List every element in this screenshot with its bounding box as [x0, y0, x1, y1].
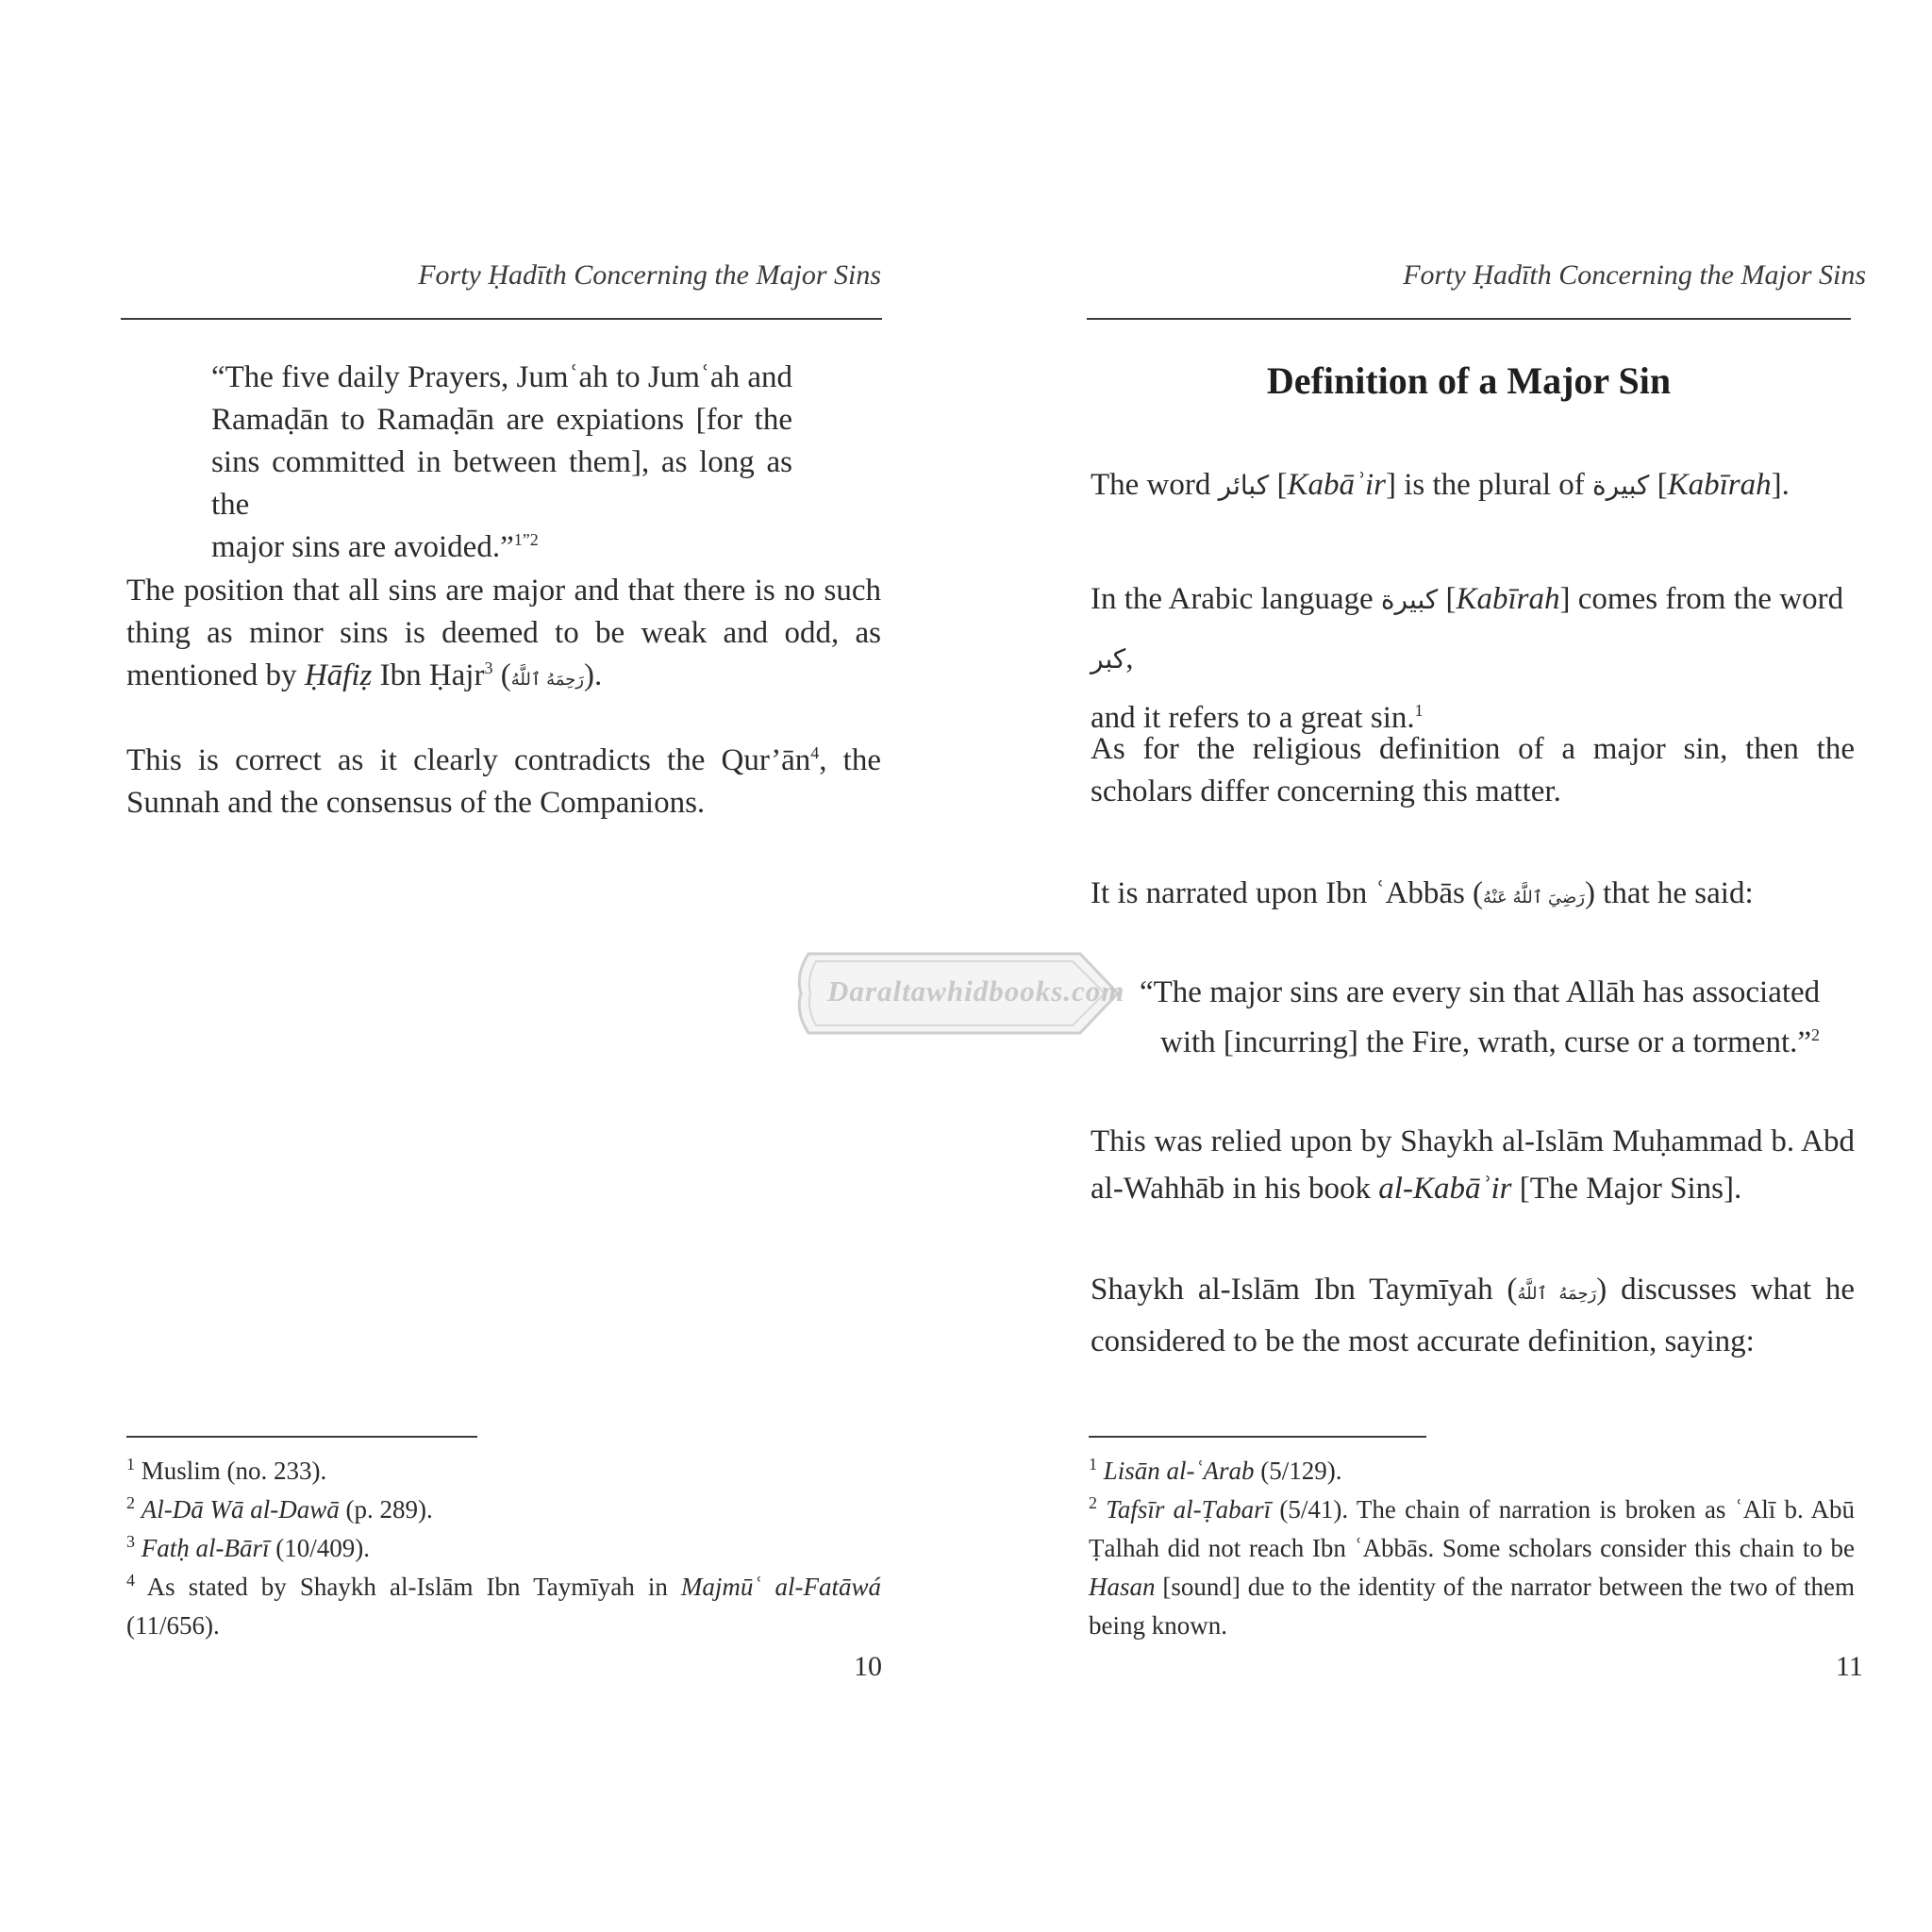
quote-line: major sins are avoided.”$^{1”2}$: [211, 530, 539, 564]
arabic-word: كبر: [1091, 643, 1126, 675]
arabic-word: كبيرة: [1380, 584, 1439, 615]
honorific: رَحِمَهُ ٱللَّهُ: [1517, 1284, 1597, 1304]
footnotes: [126, 1452, 881, 1645]
page-number: 11: [1836, 1651, 1863, 1682]
footnote-ref: 2: [1811, 1025, 1821, 1044]
quote-line: with [incurring] the Fire, wrath, curse or a torment.”$^2$: [1160, 1025, 1821, 1059]
paragraph: In the Arabic language كبيرة [Kabīrah] comes from the word كبر, and it refers to a great sin.$^1$: [1091, 582, 1844, 735]
paragraph: This is correct as it clearly contradicts the $Qur’ān^4$, the Sunnah and the consensus of the Companions.: [126, 743, 881, 820]
hadith-quote: [1140, 972, 1819, 1064]
quote-line: “The five daily Prayers, Jumʿah to Jumʿah and: [211, 360, 792, 394]
watermark: [788, 946, 1165, 1041]
paragraph: As for the religious definition of a major sin, then the scholars differ concerning this matter.: [1091, 732, 1855, 808]
honorific: رَحِمَهُ ٱللَّهُ: [510, 670, 584, 690]
honorific: رَضِيَ ٱللَّهُ عَنْهُ: [1483, 888, 1585, 908]
paragraph: This was relied upon by Shaykh al-Islām Muḥammad b. Abd al-Wahhāb in his book al-Kabāʾir [The Major Sins].: [1091, 1124, 1855, 1206]
quote-line: Ramaḍān to Ramaḍān are expiations [for the: [211, 403, 792, 437]
quote-line: “The major sins are every sin that Allāh has associated: [1140, 975, 1821, 1009]
footnote: $^2$ Al-Dā Wā al-Dawā (p. 289).: [126, 1493, 433, 1524]
arabic-word: كبائر: [1218, 470, 1270, 501]
header-rule: [121, 318, 882, 320]
section-title: Definition of a Major Sin: [1266, 359, 1672, 402]
running-header: Forty Ḥadīth Concerning the Major Sins: [418, 259, 881, 291]
header-rule: [1087, 318, 1851, 320]
quote-line: sins committed in between them], as long as the: [211, 445, 792, 522]
footnote-ref: 3: [484, 658, 493, 677]
footnote-rule: [1089, 1436, 1426, 1438]
footnote: $^2$ Tafsīr al-Ṭabarī (5/41). The chain of narration is broken as ʿAlī b. Abū Ṭalhah did not reach Ibn ʿAbbās. Some scholars consider this chain to be Hasan [sound] due to the identity of the narrator between the two of them being known.: [1089, 1493, 1856, 1640]
paragraph: It is narrated upon Ibn ʿAbbās (رَضِيَ ٱللَّهُ عَنْهُ) that he said:: [1091, 876, 1754, 910]
paragraph: The position that all sins are major and that there is no such thing as minor sins is deemed to be weak and odd, as mentioned by Ḥāfiẓ Ibn Ḥajr$^3$ (رَحِمَهُ ٱللَّهُ).: [126, 574, 881, 692]
footnotes: [1089, 1452, 1855, 1645]
footnote: $^4$ As stated by Shaykh al-Islām Ibn Taymīyah in Majmūʿ al-Fatāwá (11/656).: [126, 1571, 881, 1640]
arabic-word: كبيرة: [1592, 470, 1650, 501]
footnote-rule: [126, 1436, 477, 1438]
watermark-text: Daraltawhidbooks.com: [827, 974, 1125, 1008]
paragraph: The word كبائر [Kabāʾir] is the plural of كبيرة [Kabīrah].: [1091, 468, 1790, 502]
paragraph: Shaykh al-Islām Ibn Taymīyah (رَحِمَهُ ٱللَّهُ) discusses what he considered to be the most accurate definition, saying:: [1091, 1273, 1855, 1358]
running-header: Forty Ḥadīth Concerning the Major Sins: [1403, 259, 1866, 291]
footnote-ref: 1: [1414, 701, 1424, 720]
footnote-ref: 4: [810, 743, 820, 762]
page-number: 10: [854, 1651, 882, 1682]
footnote: $^1$ Lisān al-ʿArab (5/129).: [1089, 1455, 1342, 1485]
footnote: $^1$ Muslim (no. 233).: [126, 1455, 327, 1485]
footnote: $^3$ Fatḥ al-Bārī (10/409).: [126, 1532, 370, 1562]
hadith-quote: [211, 357, 792, 569]
footnote-ref: 1”2: [513, 530, 539, 549]
